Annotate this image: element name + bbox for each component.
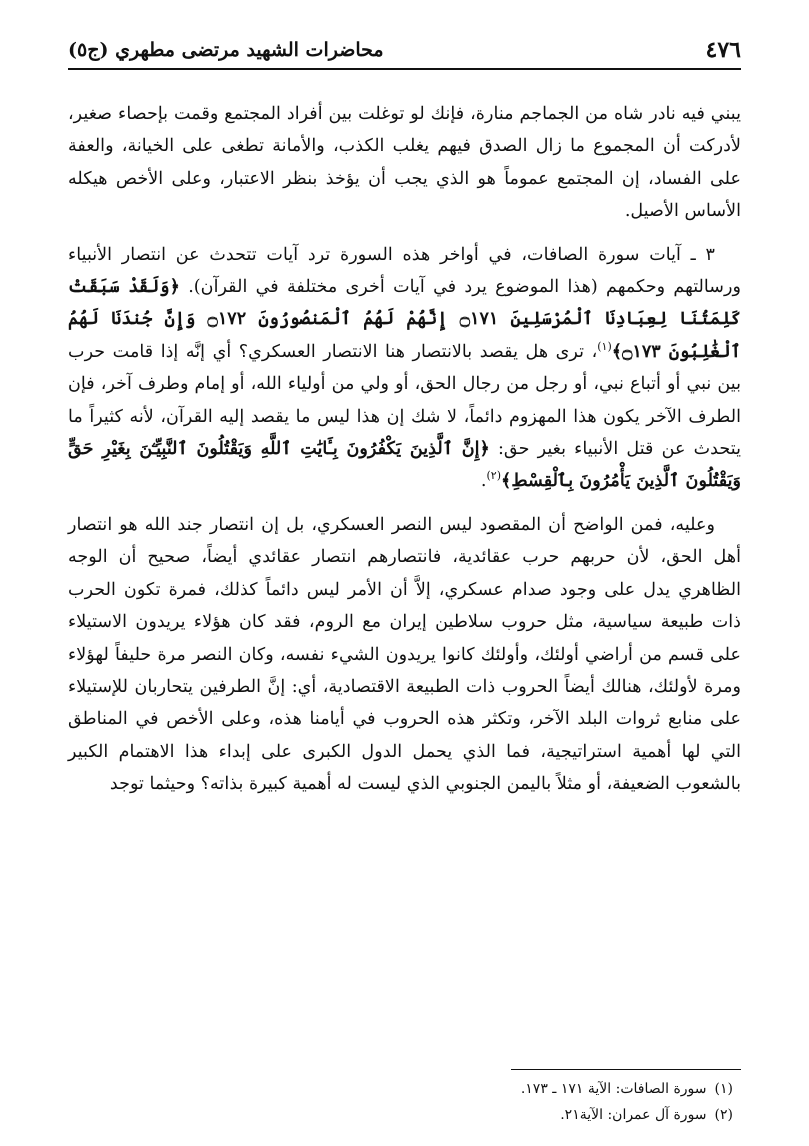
- footnote-divider: [511, 1069, 741, 1070]
- paragraph-1: يبني فيه نادر شاه من الجماجم منارة، فإنك لو توغلت بين أفراد المجتمع وقمت بإحصاء صغير، لأدركت أن المجموع ما زال الصدق فيهم يغلب الكذب، والأمانة تطغى على الخيانة، والعفة على الفساد، إن المجتمع عموماً هو الذي يجب أن يؤخذ بنظر الاعتبار، وعلى الأخص هيكله الأساس الأصيل.: [68, 104, 741, 222]
- quran-verse-al-imran: ﴿إِنَّ ٱلَّذِينَ يَكْفُرُونَ بِـَٔايَٰتِ ٱللَّهِ وَيَقْتُلُونَ ٱلنَّبِيِّـۧنَ بِغَيْرِ حَقٍّ وَيَقْتُلُونَ ٱلَّذِينَ يَأْمُرُونَ بِٱلْقِسْطِ﴾: [68, 438, 741, 492]
- running-title: محاضرات الشهيد مرتضى مطهري (ج٥): [68, 39, 384, 61]
- main-text: [68, 98, 741, 801]
- footnote-2: [73, 1102, 733, 1128]
- page-header: [68, 34, 741, 70]
- quran-verse-saffat: ﴿وَلَقَدْ سَبَقَتْ كَلِمَتُنَا لِعِبَادِنَا ٱلْمُرْسَلِينَ ۝١٧١ إِنَّهُمْ لَهُمُ ٱلْمَنصُورُونَ ۝١٧٢ وَإِنَّ جُندَنَا لَهُمُ ٱلْغَٰلِبُونَ ۝١٧٣﴾: [68, 276, 741, 362]
- footnotes: [73, 1076, 733, 1128]
- paragraph-2-intro: ٣ ـ آيات سورة الصافات، في أواخر هذه السورة ترد آيات تتحدث عن انتصار الأنبياء ورسالتهم وحكمهم (هذا الموضوع يرد في آيات أخرى مختلفة في القرآن).: [68, 244, 741, 298]
- paragraph-3: وعليه، فمن الواضح أن المقصود ليس النصر العسكري، بل إن انتصار جند الله هو انتصار أهل الحق، لأن حربهم حرب عقائدية، فانتصارهم انتصار عقائدي أيضاً، صحيح أن الوجه الظاهري يدل على وجود صدام عسكري، إلاَّ أن الأمر ليس دائماً كذلك، فمرة تكون الحرب ذات طبيعة سياسية، مثل حروب سلاطين إيران مع الروم، فقد كان هؤلاء يريدون الاستيلاء على قسم من أراضي أولئك، وأولئك كانوا يريدون الشيء نفسه، وكان النصر مرة حليفاً لهؤلاء ومرة لأولئك، هنالك أيضاً الحروب ذات الطبيعة الاقتصادية، أي: إنَّ الطرفين يتحاربان للإستيلاء على منابع ثروات البلد الآخر، وتكثر هذه الحروب في أيامنا هذه، وعلى الأخص في المناطق التي لها أهمية استراتيجية، فما الذي يحمل الدول الكبرى على إبداء هذا الاهتمام الكبير بالشعوب الضعيفة، أو مثلاً باليمن الجنوبي الذي ليست له أهمية كبيرة بذاته؟ وحيثما توجد: [68, 514, 741, 795]
- paragraph-2-middle: ، ترى هل يقصد بالانتصار هنا الانتصار العسكري؟ أي إنَّه إذا قامت حرب بين نبي أو أتباع نبي، أو رجل من رجال الحق، أو ولي من أولياء الله، أو إمام وطرف آخر، فإن الطرف الآخر يكون هذا المهزوم دائماً، لا شك إن هذا ليس ما يقصد إليه القرآن، لأنه كثيراً ما يتحدث عن قتل الأنبياء بغير حق:: [68, 341, 741, 460]
- footnote-2-number: (٢): [714, 1107, 733, 1123]
- footnote-ref-1: (١): [597, 339, 612, 353]
- footnote-1-text: سورة الصافات: الآية ١٧١ ـ ١٧٣.: [520, 1081, 707, 1097]
- footnote-1: [73, 1076, 733, 1102]
- page-number: ٤٧٦: [705, 37, 741, 63]
- paragraph-2: [68, 239, 741, 498]
- paragraph-2-end: .: [480, 471, 487, 492]
- footnote-2-text: سورة آل عمران: الآية٢١.: [560, 1107, 707, 1123]
- footnote-ref-2: (٢): [486, 469, 502, 483]
- footnote-1-number: (١): [714, 1081, 733, 1097]
